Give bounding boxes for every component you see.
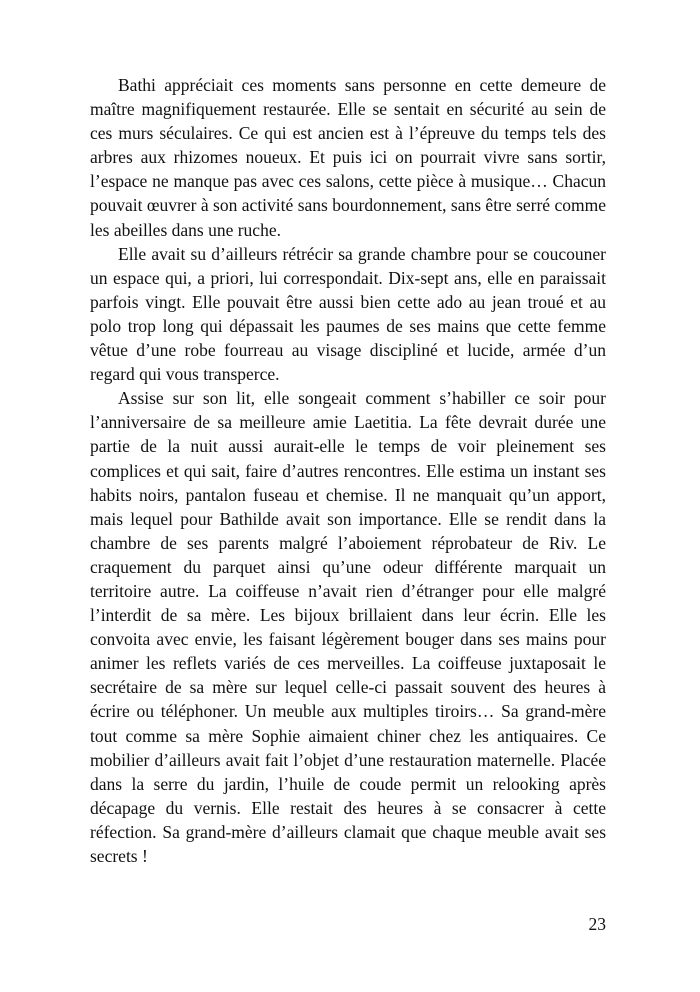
page-number: 23 [588, 914, 606, 934]
page-body [90, 73, 606, 868]
paragraph-3: Assise sur son lit, elle songeait comment s’habiller ce soir pour l’anniversaire de sa meilleure amie Laetitia. La fête devrait durée une partie de la nuit aussi aurait-elle le temps de voir pleinement ses complices et qui sait, faire d’autres rencontres. Elle estima un instant ses habits noirs, pantalon fuseau et chemise. Il ne manquait qu’un apport, mais lequel pour Bathilde avait son importance. Elle se rendit dans la chambre de ses parents malgré l’aboiement réprobateur de Riv. Le craquement du parquet ainsi qu’une odeur différente marquait un territoire autre. La coiffeuse n’avait rien d’étranger pour elle malgré l’interdit de sa mère. Les bijoux brillaient dans leur écrin. Elle les convoita avec envie, les faisant légèrement bouger dans ses mains pour animer les reflets variés de ces merveilles. La coiffeuse juxtaposait le secrétaire de sa mère sur lequel celle-ci passait souvent des heures à écrire ou téléphoner. Un meuble aux multiples tiroirs… Sa grand-mère tout comme sa mère Sophie aimaient chiner chez les antiquaires. Ce mobilier d’ailleurs avait fait l’objet d’une restauration maternelle. Placée dans la serre du jardin, l’huile de coude permit un relooking après décapage du vernis. Elle restait des heures à se consacrer à cette réfection. Sa grand-mère d’ailleurs clamait que chaque meuble avait ses secrets ! [90, 388, 606, 866]
paragraph-2: Elle avait su d’ailleurs rétrécir sa grande chambre pour se coucouner un espace qui, a priori, lui correspondait. Dix-sept ans, elle en paraissait parfois vingt. Elle pouvait être aussi bien cette ado au jean troué et au polo trop long qui dépassait les paumes de ses mains que cette femme vêtue d’une robe fourreau au visage discipliné et lucide, armée d’un regard qui vous transperce. [90, 243, 606, 385]
paragraph-1: Bathi appréciait ces moments sans personne en cette demeure de maître magnifiquement restaurée. Elle se sentait en sécurité au sein de ces murs séculaires. Ce qui est ancien est à l’épreuve du temps tels des arbres aux rhizomes noueux. Et puis ici on pourrait vivre sans sortir, l’espace ne manque pas avec ces salons, cette pièce à musique… Chacun pouvait œuvrer à son activité sans bourdonnement, sans être serré comme les abeilles dans une ruche. [90, 75, 606, 240]
